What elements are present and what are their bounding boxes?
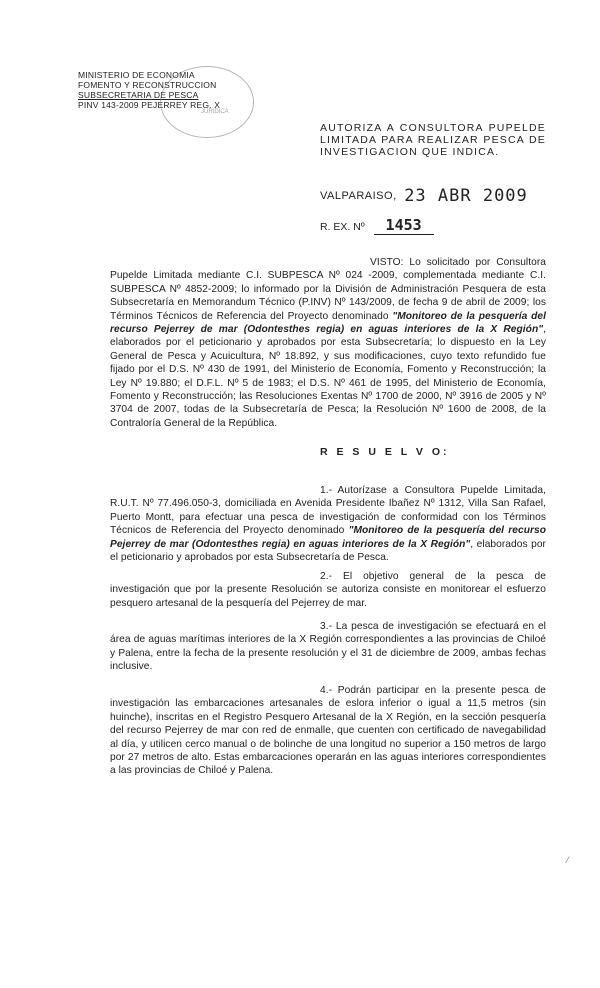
subsecretaria-name: SUBSECRETARIA DE PESCA: [78, 90, 199, 100]
date-stamp: 23 ABR 2009: [404, 186, 528, 206]
resolution-item-2: 2.- El objetivo general de la pesca de investigación que por la presente Resolución se autoriza consiste en monitorear el esfuerzo pesquero artesanal de la pesquería del Pejerrey de mar.: [110, 571, 546, 609]
reference-code: PINV 143-2009 PEJERREY REG. X: [78, 100, 221, 110]
subject-text: AUTORIZA A CONSULTORA PUPELDE LIMITADA PARA REALIZAR PESCA DE INVESTIGACION QUE INDICA.: [320, 122, 546, 158]
place-label: VALPARAISO,: [320, 190, 397, 202]
stamp-text: JURIDICA: [201, 109, 229, 115]
visto-project-title: "Monitoreo de la pesquería del recurso Pejerrey de mar (Odontesthes regia) en aguas interiores de la X Región": [110, 310, 546, 336]
item1-text-c: , elaborados por el peticionario y aprobados por esta Subsecretaría de Pesca.: [110, 538, 546, 564]
resolution-number-line: [320, 216, 434, 235]
place-date: [320, 186, 528, 206]
item1-project-title: "Monitoreo de la pesquería del recurso Pejerrey de mar (Odontesthes regia) en aguas interiores de la X Región": [110, 525, 546, 550]
official-stamp-icon: [160, 66, 254, 138]
resolution-item-3: 3.- La pesca de investigación se efectuará en el área de aguas marítimas interiores de la X Región correspondientes a las provincias de Chiloé y Palena, entre la fecha de la presente resolución y el 31 de diciembre de 2009, ambas fechas inclusive.: [110, 621, 546, 673]
resolution-item-1: [110, 484, 546, 564]
ministry-name: MINISTERIO DE ECONOMIA: [78, 70, 195, 80]
visto-text-a: VISTO: Lo solicitado por Consultora Pupelde Limitada mediante C.I. SUBPESCA Nº 024 -2009, complementada mediante C.I. SUBPESCA Nº 4852-2009; lo informado por la División de Administración Pesquera de esta Subsecretaría en Memorandum Técnico (P.INV) Nº 143/2009, de fecha 9 de abril de 2009; los Términos Técnicos de Referencia del Proyecto denominado: [110, 257, 546, 322]
item1-text-a: 1.- Autorízase a Consultora Pupelde Limitada, R.U.T. Nº 77.496.050-3, domiciliada en Avenida Presidente Ibañez Nº 1312, Villa San Rafael, Puerto Montt, para efectuar una pesca de investigación de conformidad con los Términos Técnicos de Referencia del Proyecto denominado: [110, 485, 546, 537]
visto-text-c: , elaborados por el peticionario y aprobados por esta Subsecretaría; lo dispuesto en la Ley General de Pesca y Acuicultura, Nº 18.892, y sus modificaciones, cuyo texto refundido fue fijado por el D.S. Nº 430 de 1991, del Ministerio de Economía, Fomento y Reconstrucción; la Ley Nº 19.880; el D.F.L. Nº 5 de 1983; el D.S. Nº 461 de 1995, del Ministerio de Economía, Fomento y Reconstrucción; las Resoluciones Exentas Nº 1700 de 2000, Nº 3916 de 2005 y Nº 3704 de 2007, todas de la Subsecretaría de Pesca; la Resolución Nº 1600 de 2008, de la Contraloría General de la República.: [110, 324, 546, 429]
rex-number: 1453: [374, 216, 434, 235]
resolution-item-4: 4.- Podrán participar en la presente pesca de investigación las embarcaciones artesanales de eslora inferior o igual a 11,5 metros (sin huinche), inscritas en el Registro Pesquero Artesanal de la X Región, en la sección pesquería del recurso Pejerrey de mar con red de enmalle, que cuenten con certificado de navegabilidad al día, y utilicen cerco manual o de bolinche de una longitud no superior a 150 metros de largo por 27 metros de alto. Estas embarcaciones operarán en las aguas interiores correspondientes a las provincias de Chiloé y Palena.: [110, 685, 546, 777]
scan-mark-icon: ⁄: [567, 855, 569, 865]
rex-label: R. EX. Nº: [320, 221, 365, 233]
resuelvo-heading: R E S U E L V O:: [320, 446, 450, 458]
ministry-subname: FOMENTO Y RECONSTRUCCION: [78, 80, 217, 90]
visto-paragraph: [110, 256, 546, 430]
